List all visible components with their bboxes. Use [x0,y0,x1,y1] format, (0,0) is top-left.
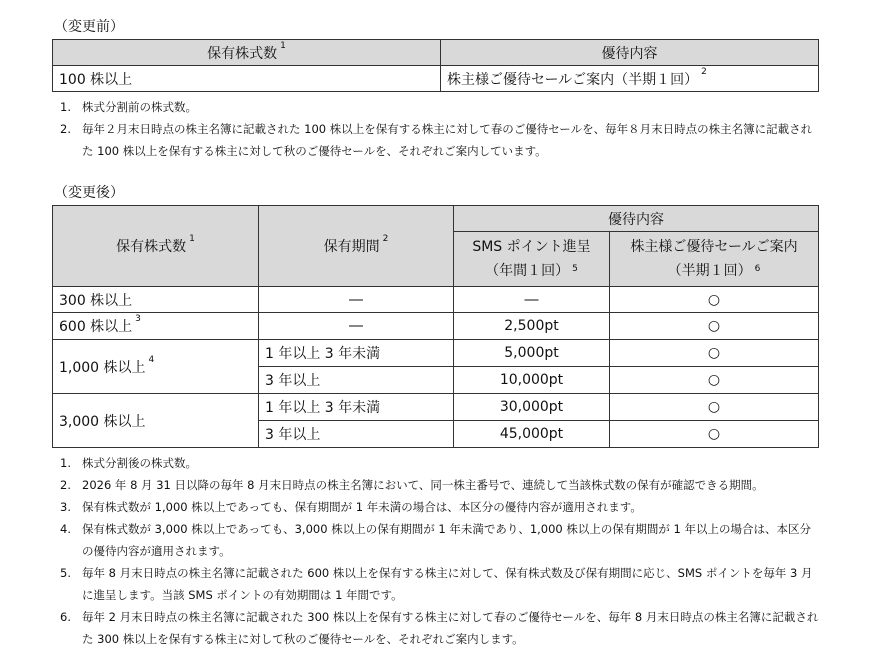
before-row-benefit-sup: 2 [701,66,707,77]
row-sms: 10,000pt [454,367,610,394]
row-sale: ○ [610,367,819,394]
after-header-benefit: 優待内容 [454,206,819,232]
table-row [53,340,819,367]
before-row-benefit-label: 株主様ご優待セールご案内（半期１回） [447,71,699,88]
note-item [60,518,822,562]
note-text: 2026 年 8 月 31 日以降の毎年 8 月末日時点の株主名簿において、同一株主番号で、連続して当該株式数の保有が確認できる期間。 [82,478,764,492]
after-section-title: （変更後） [54,185,124,201]
after-header-sms-sup: 5 [572,264,578,274]
after-table [52,205,819,448]
before-header-benefit: 優待内容 [441,40,819,66]
note-item [60,118,822,162]
note-text: 株式分割前の株式数。 [82,100,197,114]
table-row [53,287,819,313]
note-num: 1. [60,100,71,114]
row-sms: 45,000pt [454,421,610,448]
note-item [60,606,822,650]
row-shares-sup: 3 [135,314,141,324]
note-num: 3. [60,500,71,514]
before-section-title: （変更前） [54,19,124,35]
row-sale: ○ [610,421,819,448]
before-header-shares-sup: 1 [280,40,286,51]
note-num: 2. [60,122,71,136]
row-period: 1 年以上 3 年未満 [259,394,454,421]
row-shares-label: 3,000 株以上 [59,413,146,430]
row-sale: ○ [610,287,819,313]
note-item [60,496,822,518]
after-header-sms-line1: SMS ポイント進呈 [472,239,591,255]
after-header-sale-line2: （半期１回） [667,263,752,279]
after-header-sms [454,232,610,287]
row-sale: ○ [610,394,819,421]
row-period: ― [259,313,454,340]
after-header-period [259,206,454,287]
row-sms: 30,000pt [454,394,610,421]
row-sale: ○ [610,340,819,367]
after-header-sale-sup: 6 [754,264,761,274]
before-row-benefit [441,66,819,92]
note-item [60,562,822,606]
row-period: 1 年以上 3 年未満 [259,340,454,367]
row-sms: ― [454,287,610,313]
note-text: 保有株式数が 3,000 株以上であっても、3,000 株以上の保有期間が 1 年未満であり、1,000 株以上の保有期間が 1 年以上の場合は、本区分の優待内容が適用されます。 [82,522,812,558]
row-shares [53,394,259,448]
note-item [60,96,822,118]
note-item [60,474,822,496]
note-text: 毎年 2 月末日時点の株主名簿に記載された 300 株以上を保有する株主に対して春のご優待セールを、毎年 8 月末日時点の株主名簿に記載された 300 株以上を保有する株主に対して秋のご優待セールを、それぞれご案内します。 [82,610,819,646]
before-row-shares: 100 株以上 [53,66,441,92]
row-period: 3 年以上 [259,421,454,448]
note-text: 毎年 8 月末日時点の株主名簿に記載された 600 株以上を保有する株主に対して、保有株式数及び保有期間に応じ、SMS ポイントを毎年 3 月に進呈します。当該 SMS ポイントの有効期間は 1 年間です。 [82,566,813,602]
after-header-sms-line2: （年間１回） [485,263,570,279]
row-shares-label: 1,000 株以上 [59,359,146,376]
row-shares-label: 300 株以上 [59,292,133,309]
note-text: 株式分割後の株式数。 [82,456,197,470]
after-header-shares-label: 保有株式数 [116,239,187,255]
after-header-row-1 [53,206,819,232]
table-row [53,394,819,421]
note-item [60,452,822,474]
after-header-shares-sup: 1 [189,234,195,244]
after-header-period-label: 保有期間 [323,239,380,255]
note-num: 5. [60,566,71,580]
note-text: 保有株式数が 1,000 株以上であっても、保有期間が 1 年未満の場合は、本区分の優待内容が適用されます。 [82,500,642,514]
row-shares [53,340,259,394]
row-sms: 2,500pt [454,313,610,340]
row-sale: ○ [610,313,819,340]
before-table [52,39,819,92]
before-header-shares [53,40,441,66]
after-header-sale [610,232,819,287]
table-row [53,313,819,340]
after-header-period-sup: 2 [382,234,389,244]
before-row [53,66,819,92]
row-period: ― [259,287,454,313]
row-shares [53,287,259,313]
after-header-sale-line1: 株主様ご優待セールご案内 [630,239,798,255]
note-num: 2. [60,478,71,492]
row-shares-label: 600 株以上 [59,319,133,335]
row-sms: 5,000pt [454,340,610,367]
row-shares-sup: 4 [148,354,155,365]
after-notes [60,452,822,650]
note-text: 毎年２月末日時点の株主名簿に記載された 100 株以上を保有する株主に対して春のご優待セールを、毎年８月末日時点の株主名簿に記載された 100 株以上を保有する株主に対して秋のご優待セールを、それぞれご案内しています。 [82,122,813,158]
before-header-shares-label: 保有株式数 [207,45,278,62]
before-notes [60,96,822,162]
note-num: 4. [60,522,71,536]
note-num: 6. [60,610,71,624]
row-period: 3 年以上 [259,367,454,394]
before-header-row [53,40,819,66]
note-num: 1. [60,456,71,470]
row-shares [53,313,259,340]
after-header-shares [53,206,259,287]
